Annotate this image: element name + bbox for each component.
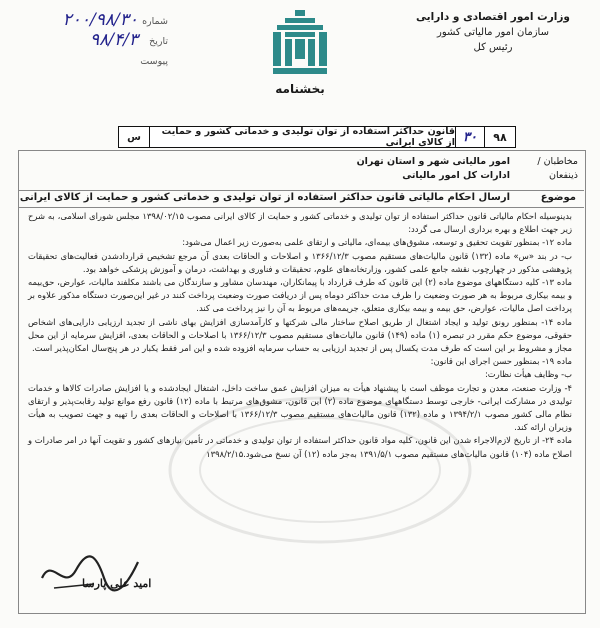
title-text: قانون حداکثر استفاده از توان تولیدی و خدماتی کشور و حمایت از کالای ایرانی	[149, 127, 455, 147]
body-paragraph: ماده ۲۴- از تاریخ لازم‌الاجراء شدن این قانون، کلیه مواد قانون حداکثر استفاده از توان تولیدی و خدماتی در تأمین نیازهای کشور و تقویت آنها در امر صادرات و اصلاح ماده (۱۰۴) قانون مالیات‌های مستقیم مصوب ۱۳۹۱/۵/۱ به‌جز ماده (۱۲) آن نسخ می‌شود.۱۳۹۸/۲/۱۵	[28, 435, 572, 459]
address-labels	[518, 155, 578, 183]
attachment-row	[18, 52, 168, 72]
ministry-line3: رئیس کل	[473, 42, 513, 53]
number-row	[18, 12, 168, 32]
title-bar	[118, 126, 516, 148]
subject-label: موضوع	[540, 192, 576, 203]
number-label: شماره	[142, 16, 168, 27]
subject-text: ارسال احکام مالیاتی قانون حداکثر استفاده از توان تولیدی و خدماتی کشور و حمایت از کالای ایرانی	[19, 192, 510, 203]
doc-type-title: بخشنامه	[275, 82, 325, 96]
ministry-heading	[408, 10, 578, 55]
beneficiaries-label: ذینفعان	[548, 170, 578, 181]
date-row	[18, 32, 168, 52]
recipients-label: مخاطبان /	[537, 156, 578, 167]
circular-body	[28, 210, 572, 461]
ministry-line2: سازمان امور مالیاتی کشور	[437, 27, 549, 38]
date-value: ۹۸/۴/۳	[90, 30, 138, 50]
body-paragraph: ماده ۱۴- بمنظور رونق تولید و ایجاد اشتغال از طریق اصلاح ساختار مالی شرکتها و کارآمدسازی افزایش بهای ناشی از تجدید ارزیابی دارایی‌های اشخاص حقوقی، موضوع حکم مقرر در تبصره (۱) ماده (۱۴۹) قانون مالیات‌های مستقیم مصوب ۱۳۶۶/۱۲/۳ با اصلاحات و الحاقات بعدی، افزایش سرمایه از این محل مجاز و مشروط بر این است که طرف مدت یکسال پس از تجدید ارزیابی به حساب سرمایه افزوده شده و این امر فقط یکبار در هر پنج‌سال امکان‌پذیر است.	[28, 316, 572, 354]
document-meta	[18, 12, 168, 72]
signer-name: امید علی پارسا	[82, 577, 152, 590]
emblem-icon	[268, 8, 332, 78]
body-paragraph: ب- در بند «س» ماده (۱۳۲) قانون مالیات‌های مستقیم مصوب ۱۳۶۶/۱۲/۳ و اصلاحات و الحاقات بعدی آن مرجع تشخیص قراردادشدن فعالیت‌های تحقیقات پژوهشی مذکور در چهارچوب نقشه جامع علمی کشور، وزارتخانه‌های علوم، تحقیقات و فناوری و بهداشت، درمان و آموزش پزشکی خواهد بود.	[28, 250, 572, 274]
date-label: تاریخ	[149, 36, 168, 47]
signature-icon	[34, 548, 154, 598]
title-number: ۹۸	[484, 127, 515, 147]
title-code: س	[127, 131, 141, 143]
title-handwritten-number: ۳۰	[455, 127, 484, 147]
body-paragraph: ۴- وزارت صنعت، معدن و تجارت موظف است با پیشنهاد هیأت به میزان افزایش عمق ساخت داخل، اشتغال ایجادشده و یا افزایش صادرات کالاها و خدمات تولیدی در مشارکت ایرانی- خارجی توسط دستگاههای موضوع ماده (۲) این قانون، مشوق‌های مرتبط با ماده (۱۲) قانون رفع موانع تولید رقابت‌پذیر و ارتقای نظام مالی کشور مصوب ۱۳۹۴/۲/۱ و ماده (۱۳۲) قانون مالیات‌های مستقیم مصوب ۱۳۶۶/۱۲/۳ با اصلاحات و الحاقات بعدی را تهیه و جهت تصویب به هیأت وزیران ارائه کند.	[28, 382, 572, 433]
ministry-line1: وزارت امور اقتصادی و دارایی	[416, 11, 570, 23]
attachment-label: پیوست	[140, 56, 168, 67]
body-paragraph: ماده ۱۳- کلیه دستگاههای موضوع ماده (۲) این قانون که طرف قرارداد با پیمانکاران، مهندسان مشاور و سازندگان می باشند مکلفند مالیات، عوارض، حق‌بیمه و بیمه بیکاری مربوط به هر صورت وضعیت را ظرف مدت حداکثر دوماه پس از دریافت صورت وضعیت پرداخت کنند در غیر این‌صورت دستگاه مذکور علاوه بر پرداخت اصل مالیات، عوارض، حق بیمه و بیمه بیکاری متعلق، جریمه‌های مربوط به آن را نیز پرداخت می کند.	[28, 277, 572, 314]
tax-organization-logo	[268, 8, 332, 82]
body-paragraph: ماده ۱۲- بمنظور تقویت تحقیق و توسعه، مشوق‌های بیمه‌ای، مالیاتی و ارتقای علمی به‌صورت زیر اعمال می‌شود:	[182, 237, 572, 248]
beneficiaries-value: ادارات کل امور مالیاتی	[402, 170, 510, 181]
recipients-value: امور مالیاتی شهر و استان تهران	[356, 156, 510, 167]
body-paragraph: ب- وظایف هیأت نظارت:	[484, 369, 572, 380]
body-paragraph: بدینوسیله احکام مالیاتی قانون حداکثر استفاده از توان تولیدی و خدماتی کشور و حمایت از کالای ایرانی مصوب ۱۳۹۸/۰۲/۱۵ مجلس شورای اسلامی، به شرح زیر جهت اطلاع و بهره برداری ارسال می گردد:	[28, 211, 572, 235]
address-values	[310, 155, 510, 183]
body-paragraph: ماده ۱۹- بمنظور حسن اجرای این قانون:	[430, 356, 572, 367]
number-value: ۲۰۰/۹۸/۳۰	[62, 10, 138, 30]
